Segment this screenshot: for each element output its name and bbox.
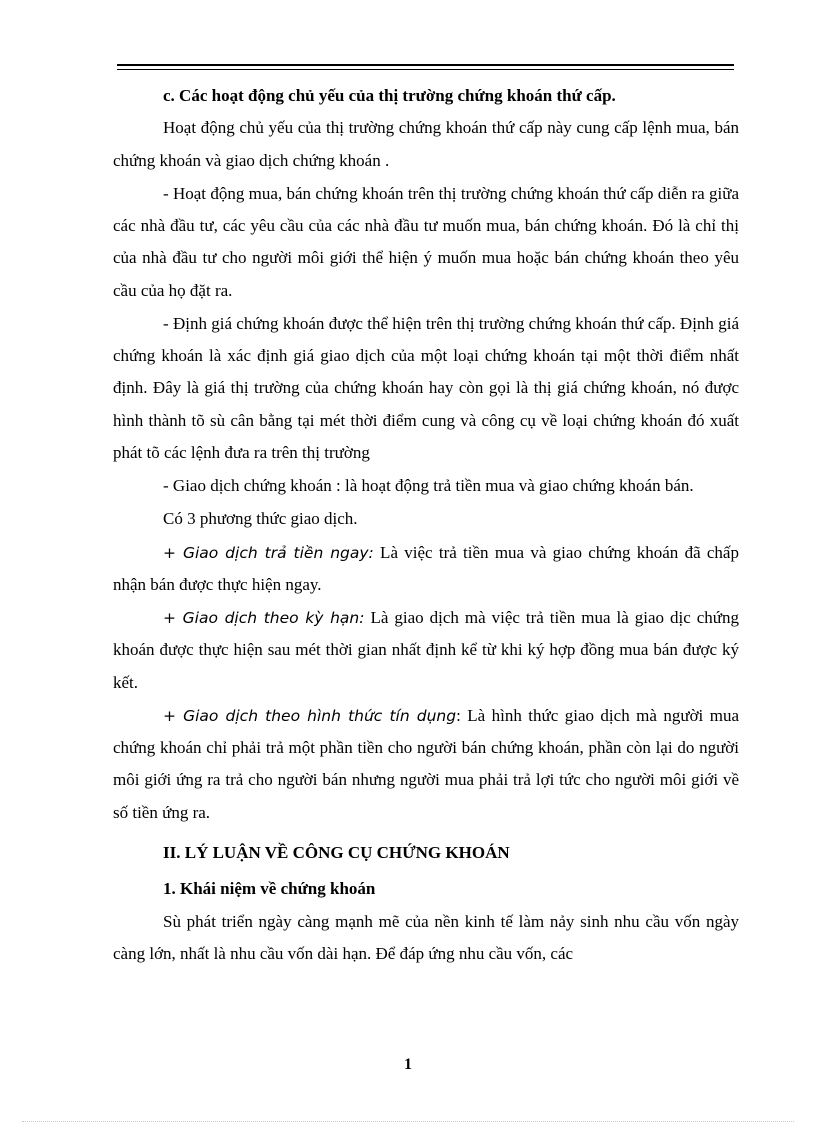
paragraph-7 [113,602,739,699]
header-rule-thick [117,64,734,66]
section-heading-c: c. Các hoạt động chủ yếu của thị trường chứng khoán thứ cấp. [163,86,616,105]
paragraph-1: Hoạt động chủ yếu của thị trường chứng khoán thứ cấp này cung cấp lệnh mua, bán chứng khoán và giao dịch chứng khoán . [113,118,739,170]
paragraph-6 [113,537,739,602]
term-forward-settlement: + Giao dịch theo kỳ hạn: [163,609,365,628]
term-credit-settlement: + Giao dịch theo hình thức tín dụng [163,706,457,725]
term-immediate-settlement: + Giao dịch trả tiền ngay: [163,543,374,562]
footer-dotted-rule [22,1121,794,1122]
section-heading-II: II. LÝ LUẬN VỀ CÔNG CỤ CHỨNG KHOÁN [163,843,510,863]
paragraph-7-text: Là giao dịch mà việc trả tiền mua là giao dịc chứng khoán được thực hiện sau mét thời gian nhất định kể từ khi ký hợp đồng mua bán được ký kết. [113,608,739,692]
paragraph-9: Sù phát triển ngày càng mạnh mẽ của nền kinh tế làm nảy sinh nhu cầu vốn ngày càng lớn, nhất là nhu cầu vốn dài hạn. Để đáp ứng nhu cầu vốn, các [113,911,739,963]
paragraph-3: - Định giá chứng khoán được thể hiện trên thị trường chứng khoán thứ cấp. Định giá chứng khoán là xác định giá giao dịch của một loại chứng khoán tại một thời điểm nhất định. Đây là giá thị trường của chứng khoán hay còn gọi là thị giá chứng khoán, nó được hình thành tõ sù cân bằng tại mét thời điểm cung và công cụ về loại chứng khoán đó xuất phát tõ các lệnh đưa ra trên thị trường [113,313,739,463]
paragraph-5: Có 3 phương thức giao dịch. [163,509,358,529]
page-body [113,80,739,971]
paragraph-4: - Giao dịch chứng khoán : là hoạt động trả tiền mua và giao chứng khoán bán. [163,476,694,496]
page-number: 1 [404,1056,412,1073]
header-rule-thin [117,69,734,70]
paragraph-6-text: Là việc trả tiền mua và giao chứng khoán đã chấp nhận bán được thực hiện ngay. [113,542,739,594]
paragraph-8-text: : Là hình thức giao dịch mà người mua chứng khoán chỉ phải trả một phần tiền cho người bán chứng khoán, phần còn lại do người môi giới ứng ra trả cho người bán nhưng người mua phải trả lợi tức cho người môi giới về số tiền ứng ra. [113,705,739,822]
paragraph-2: - Hoạt động mua, bán chứng khoán trên thị trường chứng khoán thứ cấp diễn ra giữa các nhà đầu tư, các yêu cầu của các nhà đầu tư muốn mua, bán chứng khoán. Đó là chỉ thị của nhà đầu tư cho người môi giới thể hiện ý muốn mua hoặc bán chứng khoán theo yêu cầu của họ đặt ra. [113,183,739,300]
subsection-heading-1: 1. Khái niệm về chứng khoán [163,879,376,899]
paragraph-8 [113,700,739,829]
